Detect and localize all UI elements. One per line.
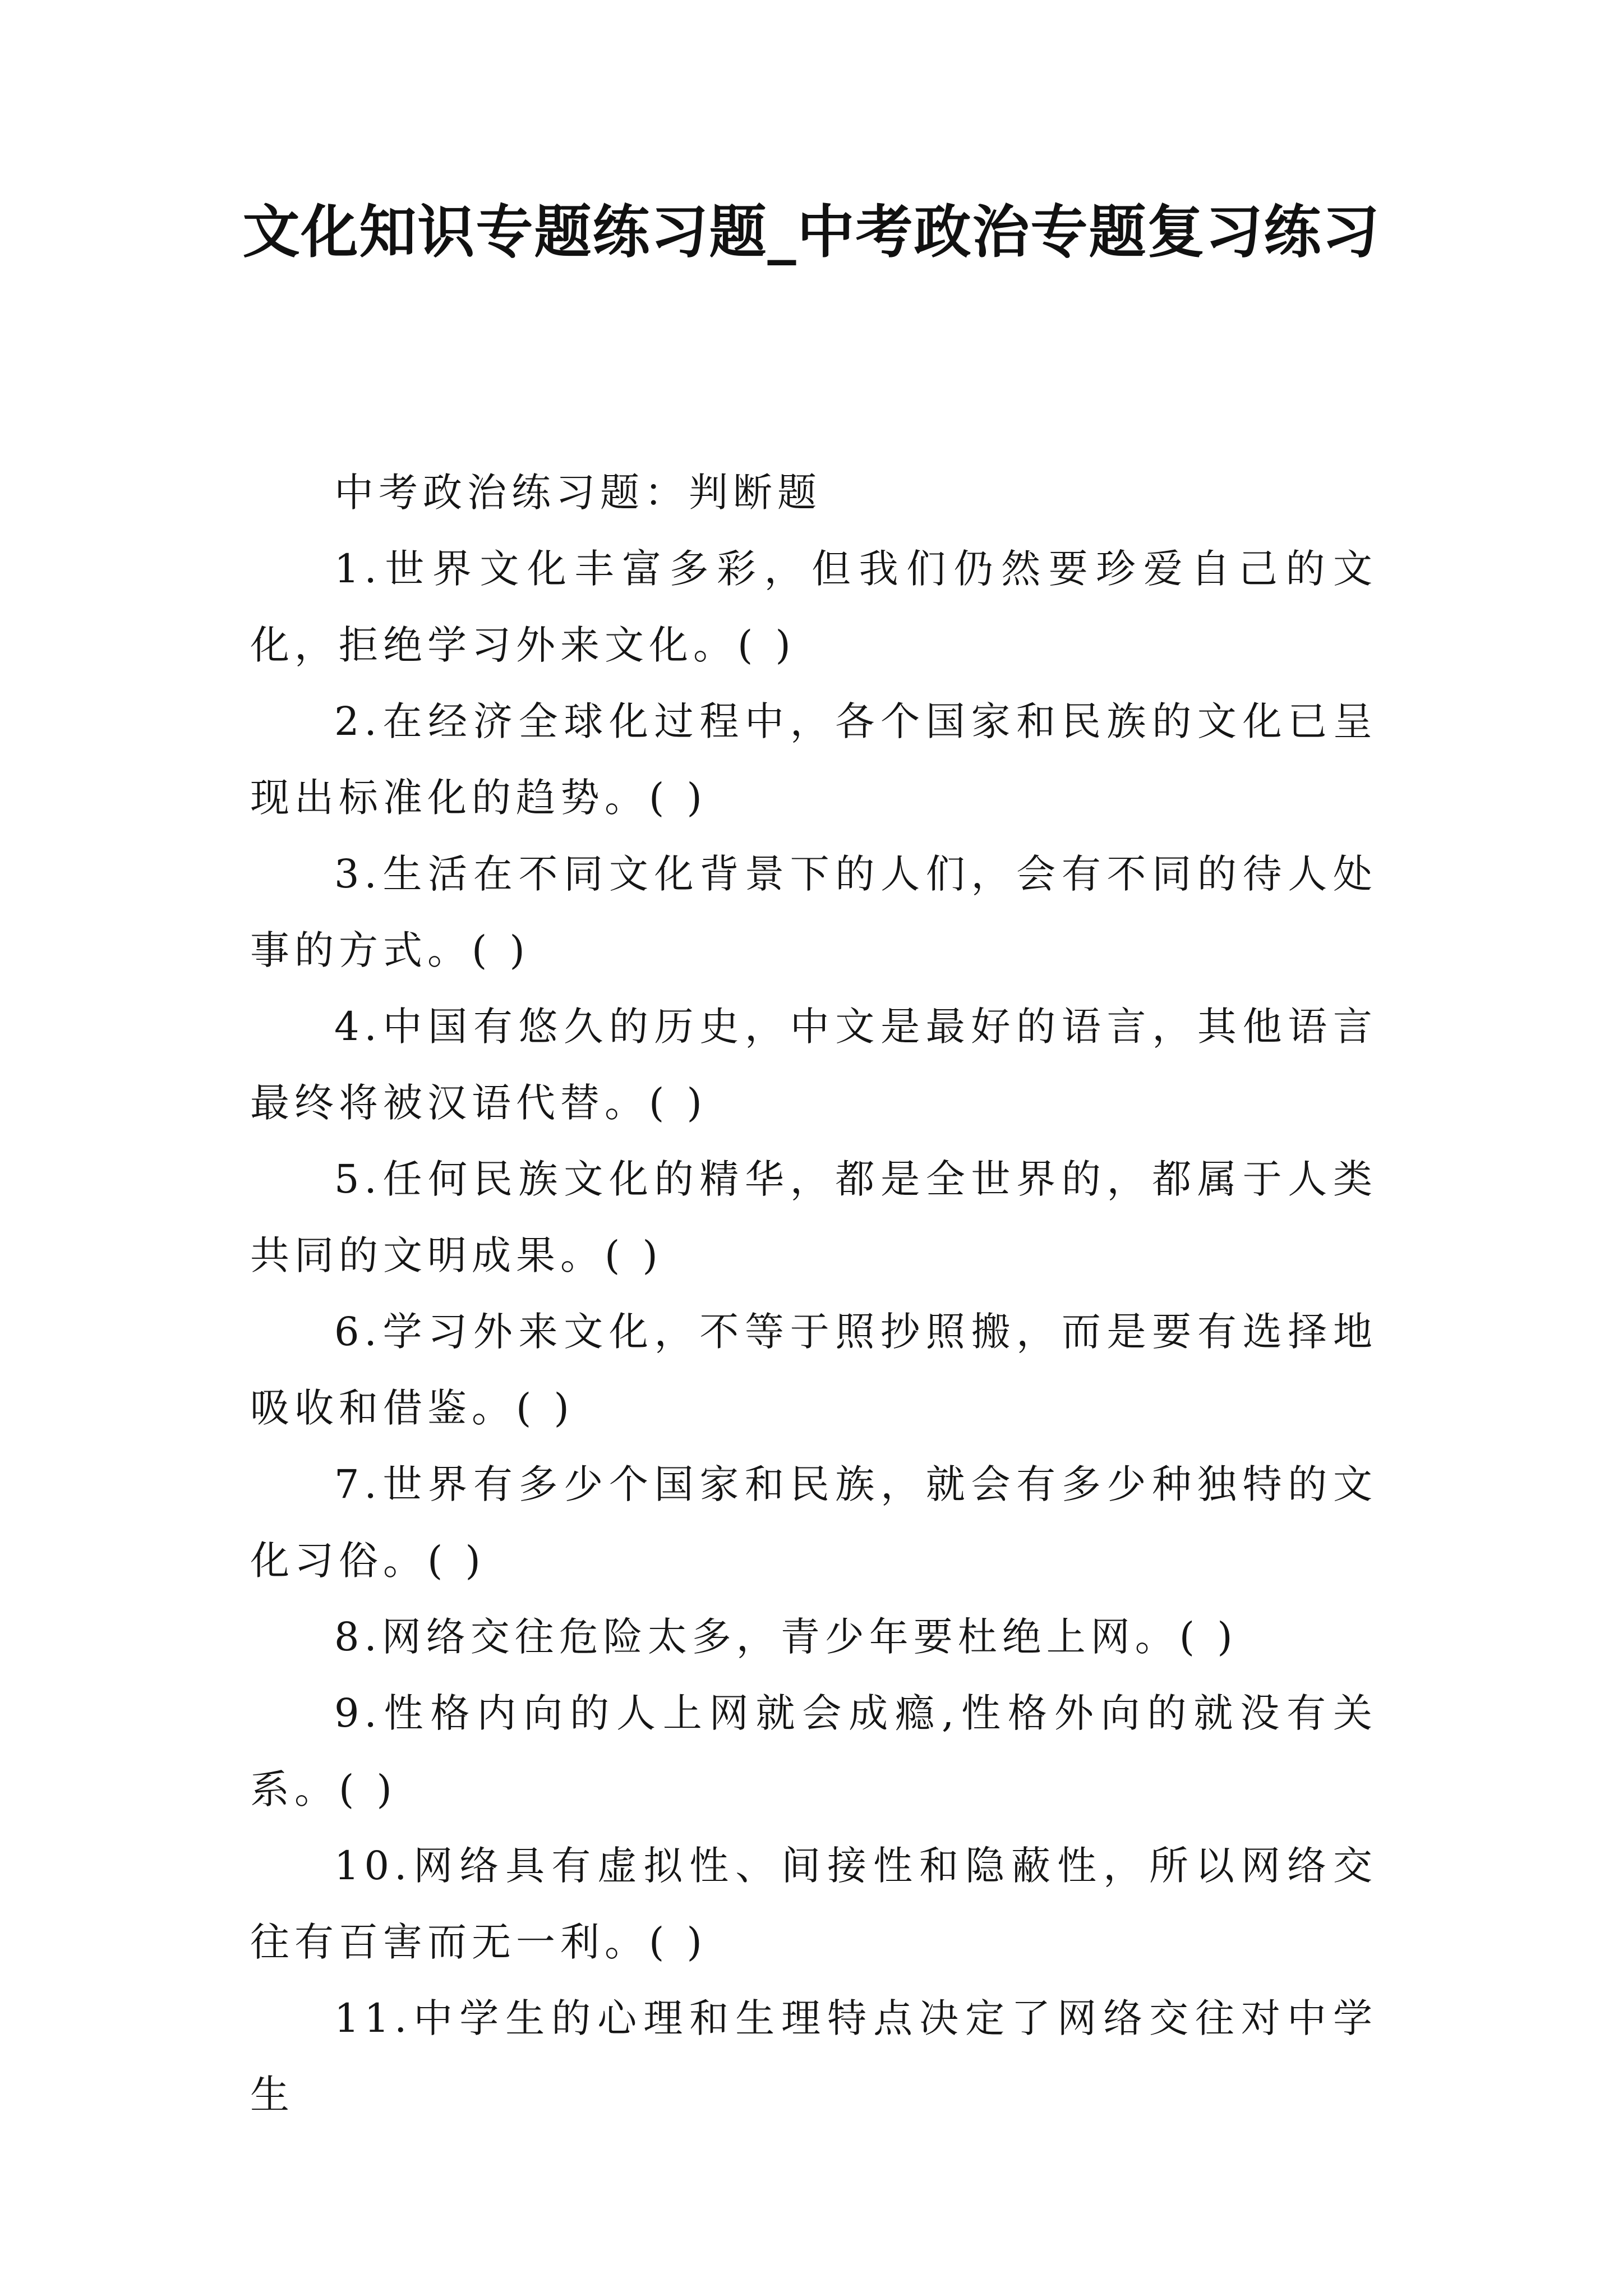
question-item-11: 11.中学生的心理和生理特点决定了网络交往对中学生 [250,1995,1377,2118]
question-item-8: 8.网络交往危险太多，青少年要杜绝上网。( ) [334,1614,1238,1660]
question-item-7: 7.世界有多少个国家和民族，就会有多少种独特的文化习俗。( ) [250,1461,1377,1584]
question-item-10: 10.网络具有虚拟性、间接性和隐蔽性，所以网络交往有百害而无一利。( ) [250,1843,1377,1965]
question-item-9: 9.性格内向的人上网就会成瘾,性格外向的就没有关系。( ) [250,1690,1377,1812]
question-item-4: 4.中国有悠久的历史，中文是最好的语言，其他语言最终将被汉语代替。( ) [250,1004,1377,1126]
question-item-2: 2.在经济全球化过程中，各个国家和民族的文化已呈现出标准化的趋势。( ) [250,698,1377,821]
question-item-1: 1.世界文化丰富多彩，但我们仍然要珍爱自己的文化，拒绝学习外来文化。( ) [250,546,1377,668]
question-item-6: 6.学习外来文化，不等于照抄照搬，而是要有选择地吸收和借鉴。( ) [250,1309,1377,1431]
section-heading: 中考政治练习题：判断题 [334,470,822,516]
document-title: 文化知识专题练习题_中考政治专题复习练习 [242,199,1381,266]
question-item-3: 3.生活在不同文化背景下的人们，会有不同的待人处事的方式。( ) [250,851,1377,973]
document-body [250,454,1377,2133]
question-item-5: 5.任何民族文化的精华，都是全世界的，都属于人类共同的文明成果。( ) [250,1156,1377,1278]
